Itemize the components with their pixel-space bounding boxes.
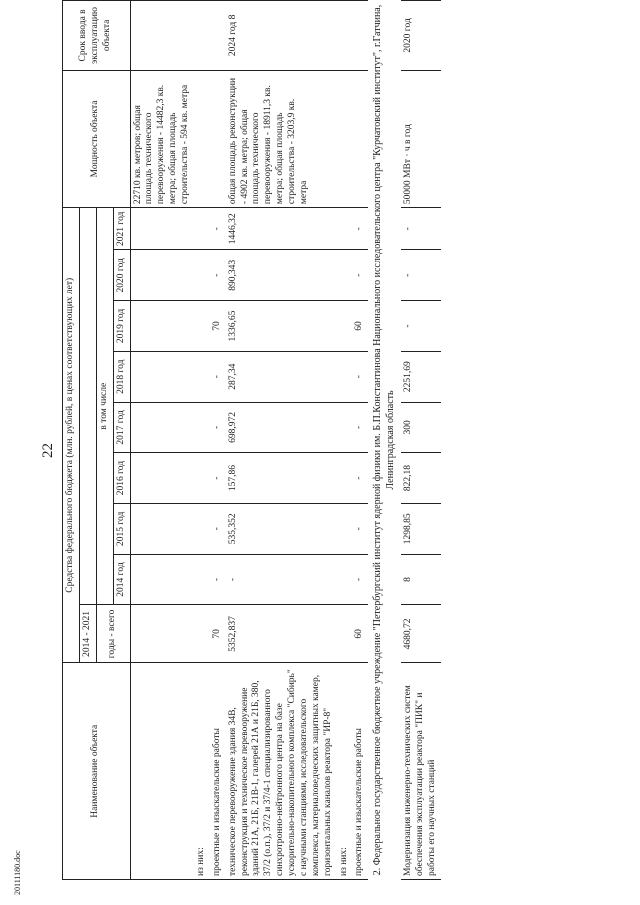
row-year-value: -: [401, 250, 441, 301]
row-total: [337, 605, 353, 663]
row-year-value: [130, 250, 194, 301]
row-year-value: [130, 453, 194, 504]
row-object-name: [130, 663, 194, 880]
row-year-value: 8: [401, 554, 441, 605]
table-row: [210, 1, 226, 880]
row-object-name: Модернизация инженерно-технических систем обеспечения эксплуатации реактора "ПИК" и работы его научных станций: [401, 663, 441, 880]
row-object-name: из них:: [337, 663, 353, 880]
row-year-value: 157,86: [226, 453, 337, 504]
page-number: 22: [40, 443, 56, 458]
row-year-value: 1298,85: [401, 503, 441, 554]
row-year-value: -: [401, 301, 441, 352]
row-total: 60: [352, 605, 368, 663]
table-row: [337, 1, 353, 880]
row-year-value: 535,352: [226, 503, 337, 554]
table-row: [401, 1, 441, 880]
row-year-value: [194, 402, 210, 453]
row-year-value: -: [352, 351, 368, 402]
row-year-value: [194, 453, 210, 504]
row-year-value: [130, 402, 194, 453]
row-year-value: 1446,32: [226, 208, 337, 250]
file-code: 20111180.doc: [13, 850, 22, 895]
table-row: [194, 1, 210, 880]
row-commission: [210, 1, 226, 71]
table-row: [130, 1, 194, 880]
row-year-value: [194, 503, 210, 554]
row-year-value: -: [226, 554, 337, 605]
header-year: 2014 год: [113, 554, 130, 605]
header-year: 2016 год: [113, 453, 130, 504]
row-total: 5352,837: [226, 605, 337, 663]
row-commission: [352, 1, 368, 71]
row-year-value: -: [352, 453, 368, 504]
rotated-document: [62, 0, 640, 880]
header-year: 2015 год: [113, 503, 130, 554]
objects-table: [62, 0, 441, 880]
row-year-value: [194, 208, 210, 250]
row-year-value: -: [352, 250, 368, 301]
row-year-value: -: [210, 554, 226, 605]
row-year-value: [337, 503, 353, 554]
row-capacity: [210, 70, 226, 207]
header-year: 2020 год: [113, 250, 130, 301]
row-year-value: [337, 250, 353, 301]
row-year-value: [194, 301, 210, 352]
row-year-value: 698,972: [226, 402, 337, 453]
row-year-value: [337, 301, 353, 352]
row-year-value: 1336,65: [226, 301, 337, 352]
row-year-value: -: [210, 208, 226, 250]
row-year-value: 70: [210, 301, 226, 352]
row-year-value: [337, 208, 353, 250]
header-period-total: годы - всего: [96, 605, 130, 663]
row-year-value: [194, 554, 210, 605]
header-year: 2018 год: [113, 351, 130, 402]
header-blank: [79, 208, 96, 605]
header-incl: в том числе: [96, 208, 113, 605]
table-row: [352, 1, 368, 880]
row-year-value: [130, 503, 194, 554]
row-year-value: [130, 351, 194, 402]
row-year-value: -: [210, 351, 226, 402]
row-object-name: техническое перевооружение здания 34В, реконструкция и техническое перевооружение зданий 21А, 21Б, 21В-1, галерей 21А и 21Б, 380, 37/2 (о.п.), 37/2 и 37/4-1 специализированного синхротронно-нейтронного центра на базе ускорительно-накопительного комплекса "Сибирь" с научными станциями, исследовательского комплекса, материаловедческих защитных камер, горизонтальных каналов реактора "ИР-8": [226, 663, 337, 880]
row-year-value: -: [210, 453, 226, 504]
row-year-value: -: [352, 503, 368, 554]
row-year-value: [130, 301, 194, 352]
row-object-name: проектные и изыскательские работы: [210, 663, 226, 880]
row-year-value: -: [352, 402, 368, 453]
row-capacity: 22710 кв. метров; общая площадь технического перевооружения - 14482,3 кв. метра; общая площадь строительства - 594 кв. метра: [130, 70, 194, 207]
row-capacity: [194, 70, 210, 207]
row-capacity: общая площадь реконструкции - 4902 кв. метра; общая площадь технического перевооружения - 18911,3 кв. метра; общая площадь строительства - 3203,9 кв. метра: [226, 70, 337, 207]
row-year-value: 822,18: [401, 453, 441, 504]
row-year-value: -: [210, 503, 226, 554]
header-commission: Срок ввода в эксплуатацию объекта: [63, 1, 131, 71]
row-commission: 2020 год: [401, 1, 441, 71]
row-year-value: [337, 351, 353, 402]
row-year-value: 300: [401, 402, 441, 453]
header-year: 2021 год: [113, 208, 130, 250]
row-year-value: -: [210, 250, 226, 301]
row-total: [194, 605, 210, 663]
row-year-value: [337, 554, 353, 605]
header-year: 2019 год: [113, 301, 130, 352]
header-object-name: Наименование объекта: [63, 663, 131, 880]
table-row: [226, 1, 337, 880]
header-period: 2014 - 2021: [79, 605, 96, 663]
row-year-value: [130, 208, 194, 250]
row-year-value: [337, 453, 353, 504]
row-year-value: 287,34: [226, 351, 337, 402]
row-year-value: [337, 402, 353, 453]
row-object-name: из них:: [194, 663, 210, 880]
row-year-value: [194, 250, 210, 301]
row-object-name: проектные и изыскательские работы: [352, 663, 368, 880]
section-2-title: 2. Федеральное государственное бюджетное учреждение "Петербургский институт ядерной физики им. Б.П.Константинова Национального исследовательского центра "Курчатовский институт", г.Гатчина, Ленинградская область: [372, 4, 396, 876]
row-capacity: [352, 70, 368, 207]
row-commission: 2024 год 8: [226, 1, 337, 71]
row-capacity: 50000 МВт · ч в год: [401, 70, 441, 207]
row-total: [130, 605, 194, 663]
row-year-value: -: [352, 208, 368, 250]
row-year-value: -: [401, 208, 441, 250]
header-year: 2017 год: [113, 402, 130, 453]
row-year-value: 2251,69: [401, 351, 441, 402]
row-total: 70: [210, 605, 226, 663]
row-total: 4680,72: [401, 605, 441, 663]
header-funds: Средства федерального бюджета (млн. рублей, в ценах соответствующих лет): [63, 208, 80, 663]
header-capacity: Мощность объекта: [63, 70, 131, 207]
row-year-value: -: [210, 402, 226, 453]
row-commission: [130, 1, 194, 71]
row-year-value: 890,343: [226, 250, 337, 301]
row-year-value: -: [352, 554, 368, 605]
row-year-value: [130, 554, 194, 605]
row-commission: [337, 1, 353, 71]
row-year-value: [194, 351, 210, 402]
row-year-value: 60: [352, 301, 368, 352]
row-commission: [194, 1, 210, 71]
row-capacity: [337, 70, 353, 207]
